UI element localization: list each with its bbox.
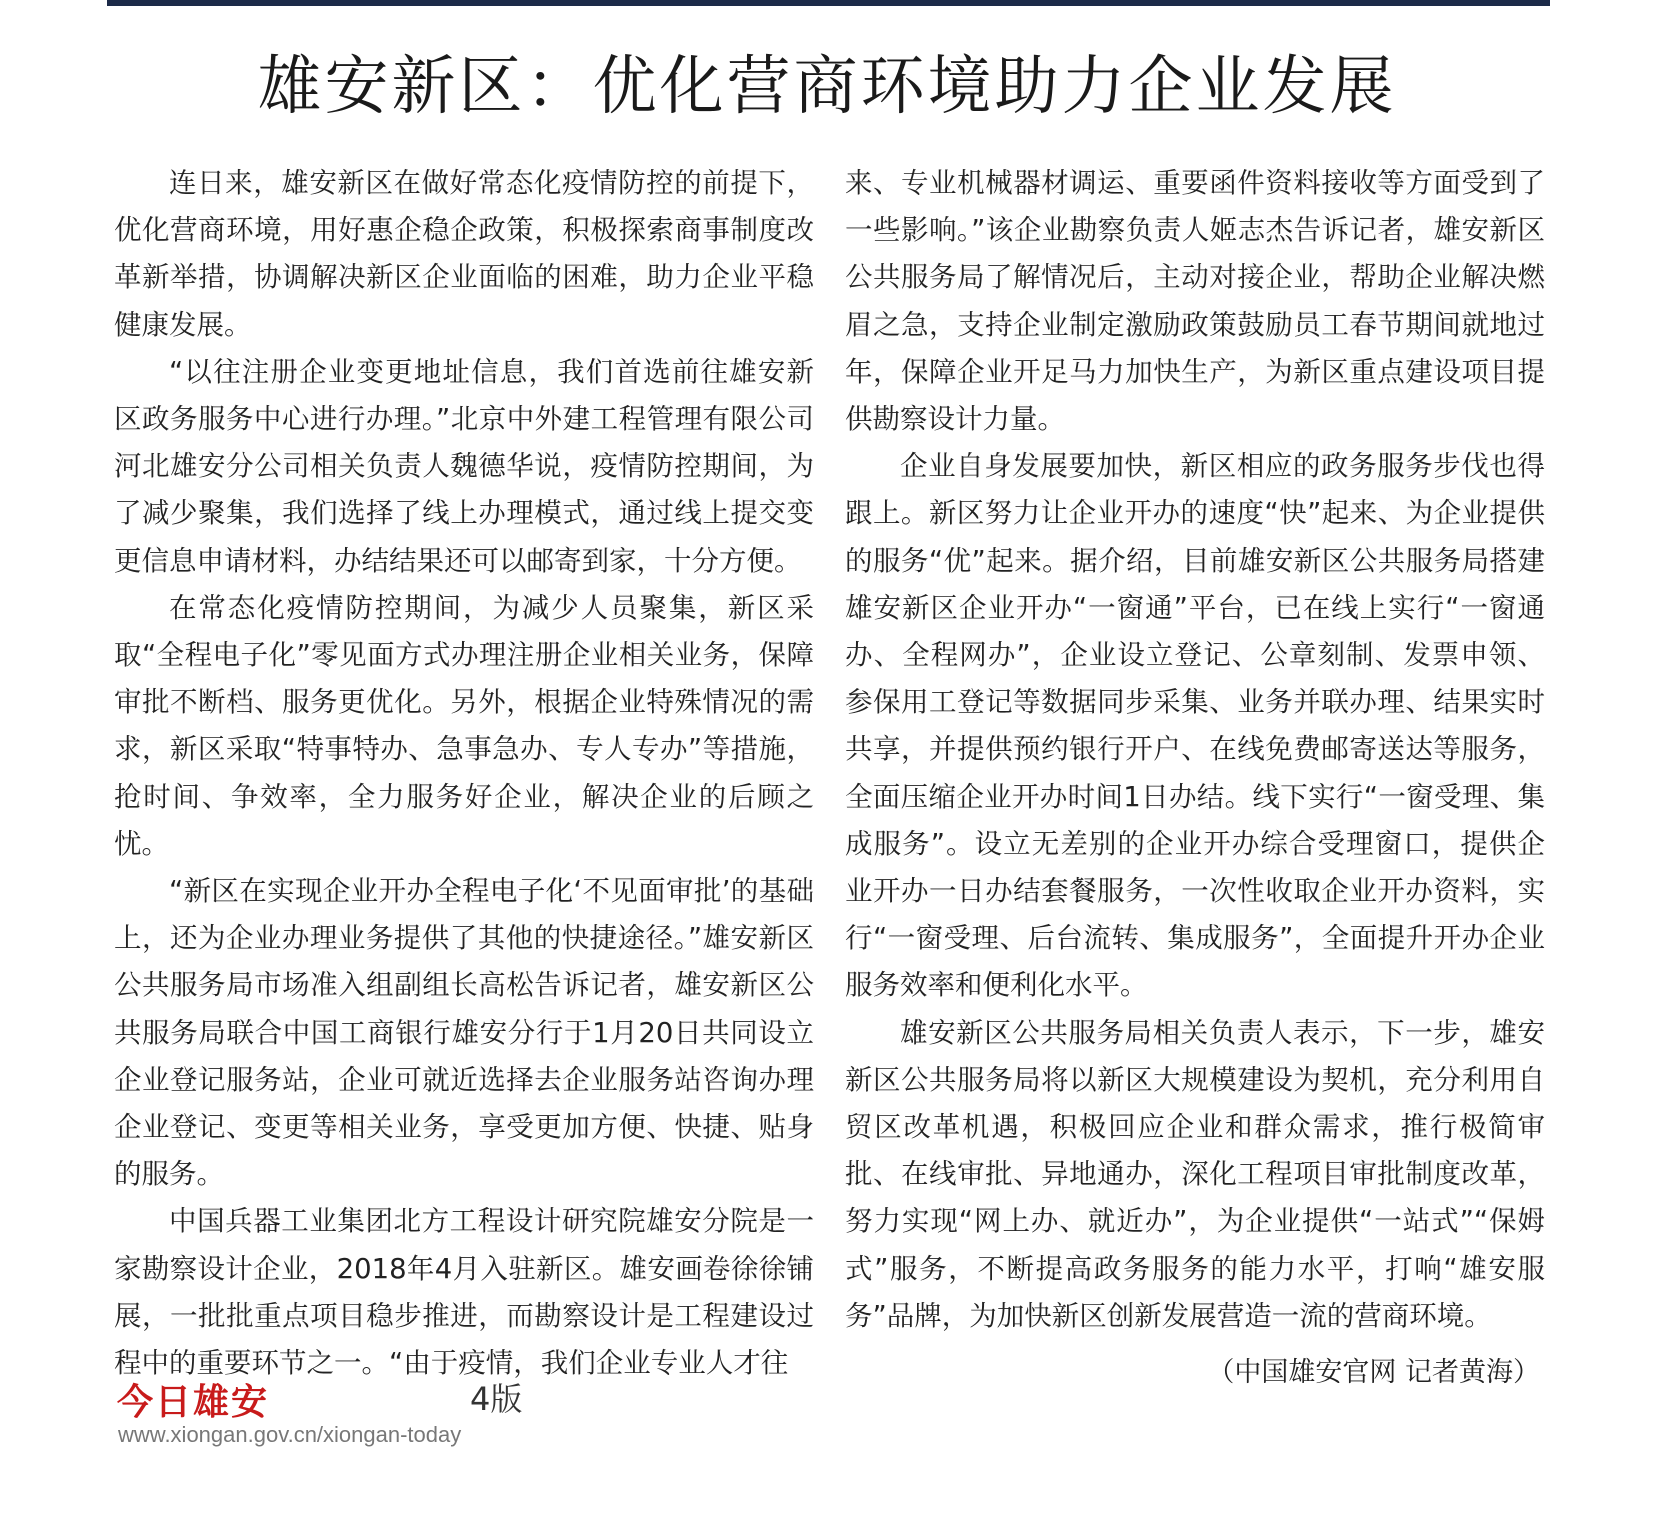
edition-label: 4版 — [470, 1380, 523, 1418]
paragraph: “以往注册企业变更地址信息，我们首选前往雄安新区政务服务中心进行办理。”北京中外建工程管理有限公司河北雄安分公司相关负责人魏德华说，疫情防控期间，为了减少聚集，我们选择了线上办理模式，通过线上提交变更信息申请材料，办结结果还可以邮寄到家，十分方便。 — [114, 355, 814, 577]
paragraph: “新区在实现企业开办全程电子化‘不见面审批’的基础上，还为企业办理业务提供了其他的快捷途径。”雄安新区公共服务局市场准入组副组长高松告诉记者，雄安新区公共服务局联合中国工商银行雄安分行于1月20日共同设立企业登记服务站，企业可就近选择去企业服务站咨询办理企业登记、变更等相关业务，享受更加方便、快捷、贴身的服务。 — [114, 875, 814, 1191]
paragraph: 中国兵器工业集团北方工程设计研究院雄安分院是一家勘察设计企业，2018年4月入驻新区。雄安画卷徐徐铺展，一批批重点项目稳步推进，而勘察设计是工程建设过程中的重要环节之一。“由于疫情，我们企业专业人才往 — [114, 1205, 814, 1380]
article-column-left — [114, 160, 814, 1387]
paragraph: 企业自身发展要加快，新区相应的政务服务步伐也得跟上。新区努力让企业开办的速度“快”起来、为企业提供的服务“优”起来。据介绍，目前雄安新区公共服务局搭建雄安新区企业开办“一窗通”平台，已在线上实行“一窗通办、全程网办”，企业设立登记、公章刻制、发票申领、参保用工登记等数据同步采集、业务并联办理、结果实时共享，并提供预约银行开户、在线免费邮寄送达等服务，全面压缩企业开办时间1日办结。线下实行“一窗受理、集成服务”。设立无差别的企业开办综合受理窗口，提供企业开办一日办结套餐服务，一次性收取企业开办资料，实行“一窗受理、后台流转、集成服务”，全面提升开办企业服务效率和便利化水平。 — [845, 450, 1545, 1002]
paragraph: 在常态化疫情防控期间，为减少人员聚集，新区采取“全程电子化”零见面方式办理注册企业相关业务，保障审批不断档、服务更优化。另外，根据企业特殊情况的需求，新区采取“特事特办、急事急办、专人专办”等措施，抢时间、争效率，全力服务好企业，解决企业的后顾之忧。 — [114, 591, 814, 860]
newspaper-logo: 今日雄安 — [117, 1381, 270, 1423]
top-rule — [107, 0, 1550, 6]
paragraph: 连日来，雄安新区在做好常态化疫情防控的前提下，优化营商环境，用好惠企稳企政策，积极探索商事制度改革新举措，协调解决新区企业面临的困难，助力企业平稳健康发展。 — [114, 167, 814, 341]
site-url: www.xiongan.gov.cn/xiongan-today — [118, 1422, 462, 1447]
article-title: 雄安新区：优化营商环境助力企业发展 — [257, 50, 1397, 124]
paragraph-continued: 来、专业机械器材调运、重要函件资料接收等方面受到了一些影响。”该企业勘察负责人姬志杰告诉记者，雄安新区公共服务局了解情况后，主动对接企业，帮助企业解决燃眉之急，支持企业制定激励政策鼓励员工春节期间就地过年，保障企业开足马力加快生产，为新区重点建设项目提供勘察设计力量。 — [845, 167, 1545, 436]
article-column-right — [845, 160, 1545, 1340]
paragraph: 雄安新区公共服务局相关负责人表示，下一步，雄安新区公共服务局将以新区大规模建设为契机，充分利用自贸区改革机遇，积极回应企业和群众需求，推行极简审批、在线审批、异地通办，深化工程项目审批制度改革，努力实现“网上办、就近办”，为企业提供“一站式”“保姆式”服务，不断提高政务服务的能力水平，打响“雄安服务”品牌，为加快新区创新发展营造一流的营商环境。 — [845, 1016, 1545, 1332]
byline: （中国雄安官网 记者黄海） — [1207, 1357, 1540, 1388]
